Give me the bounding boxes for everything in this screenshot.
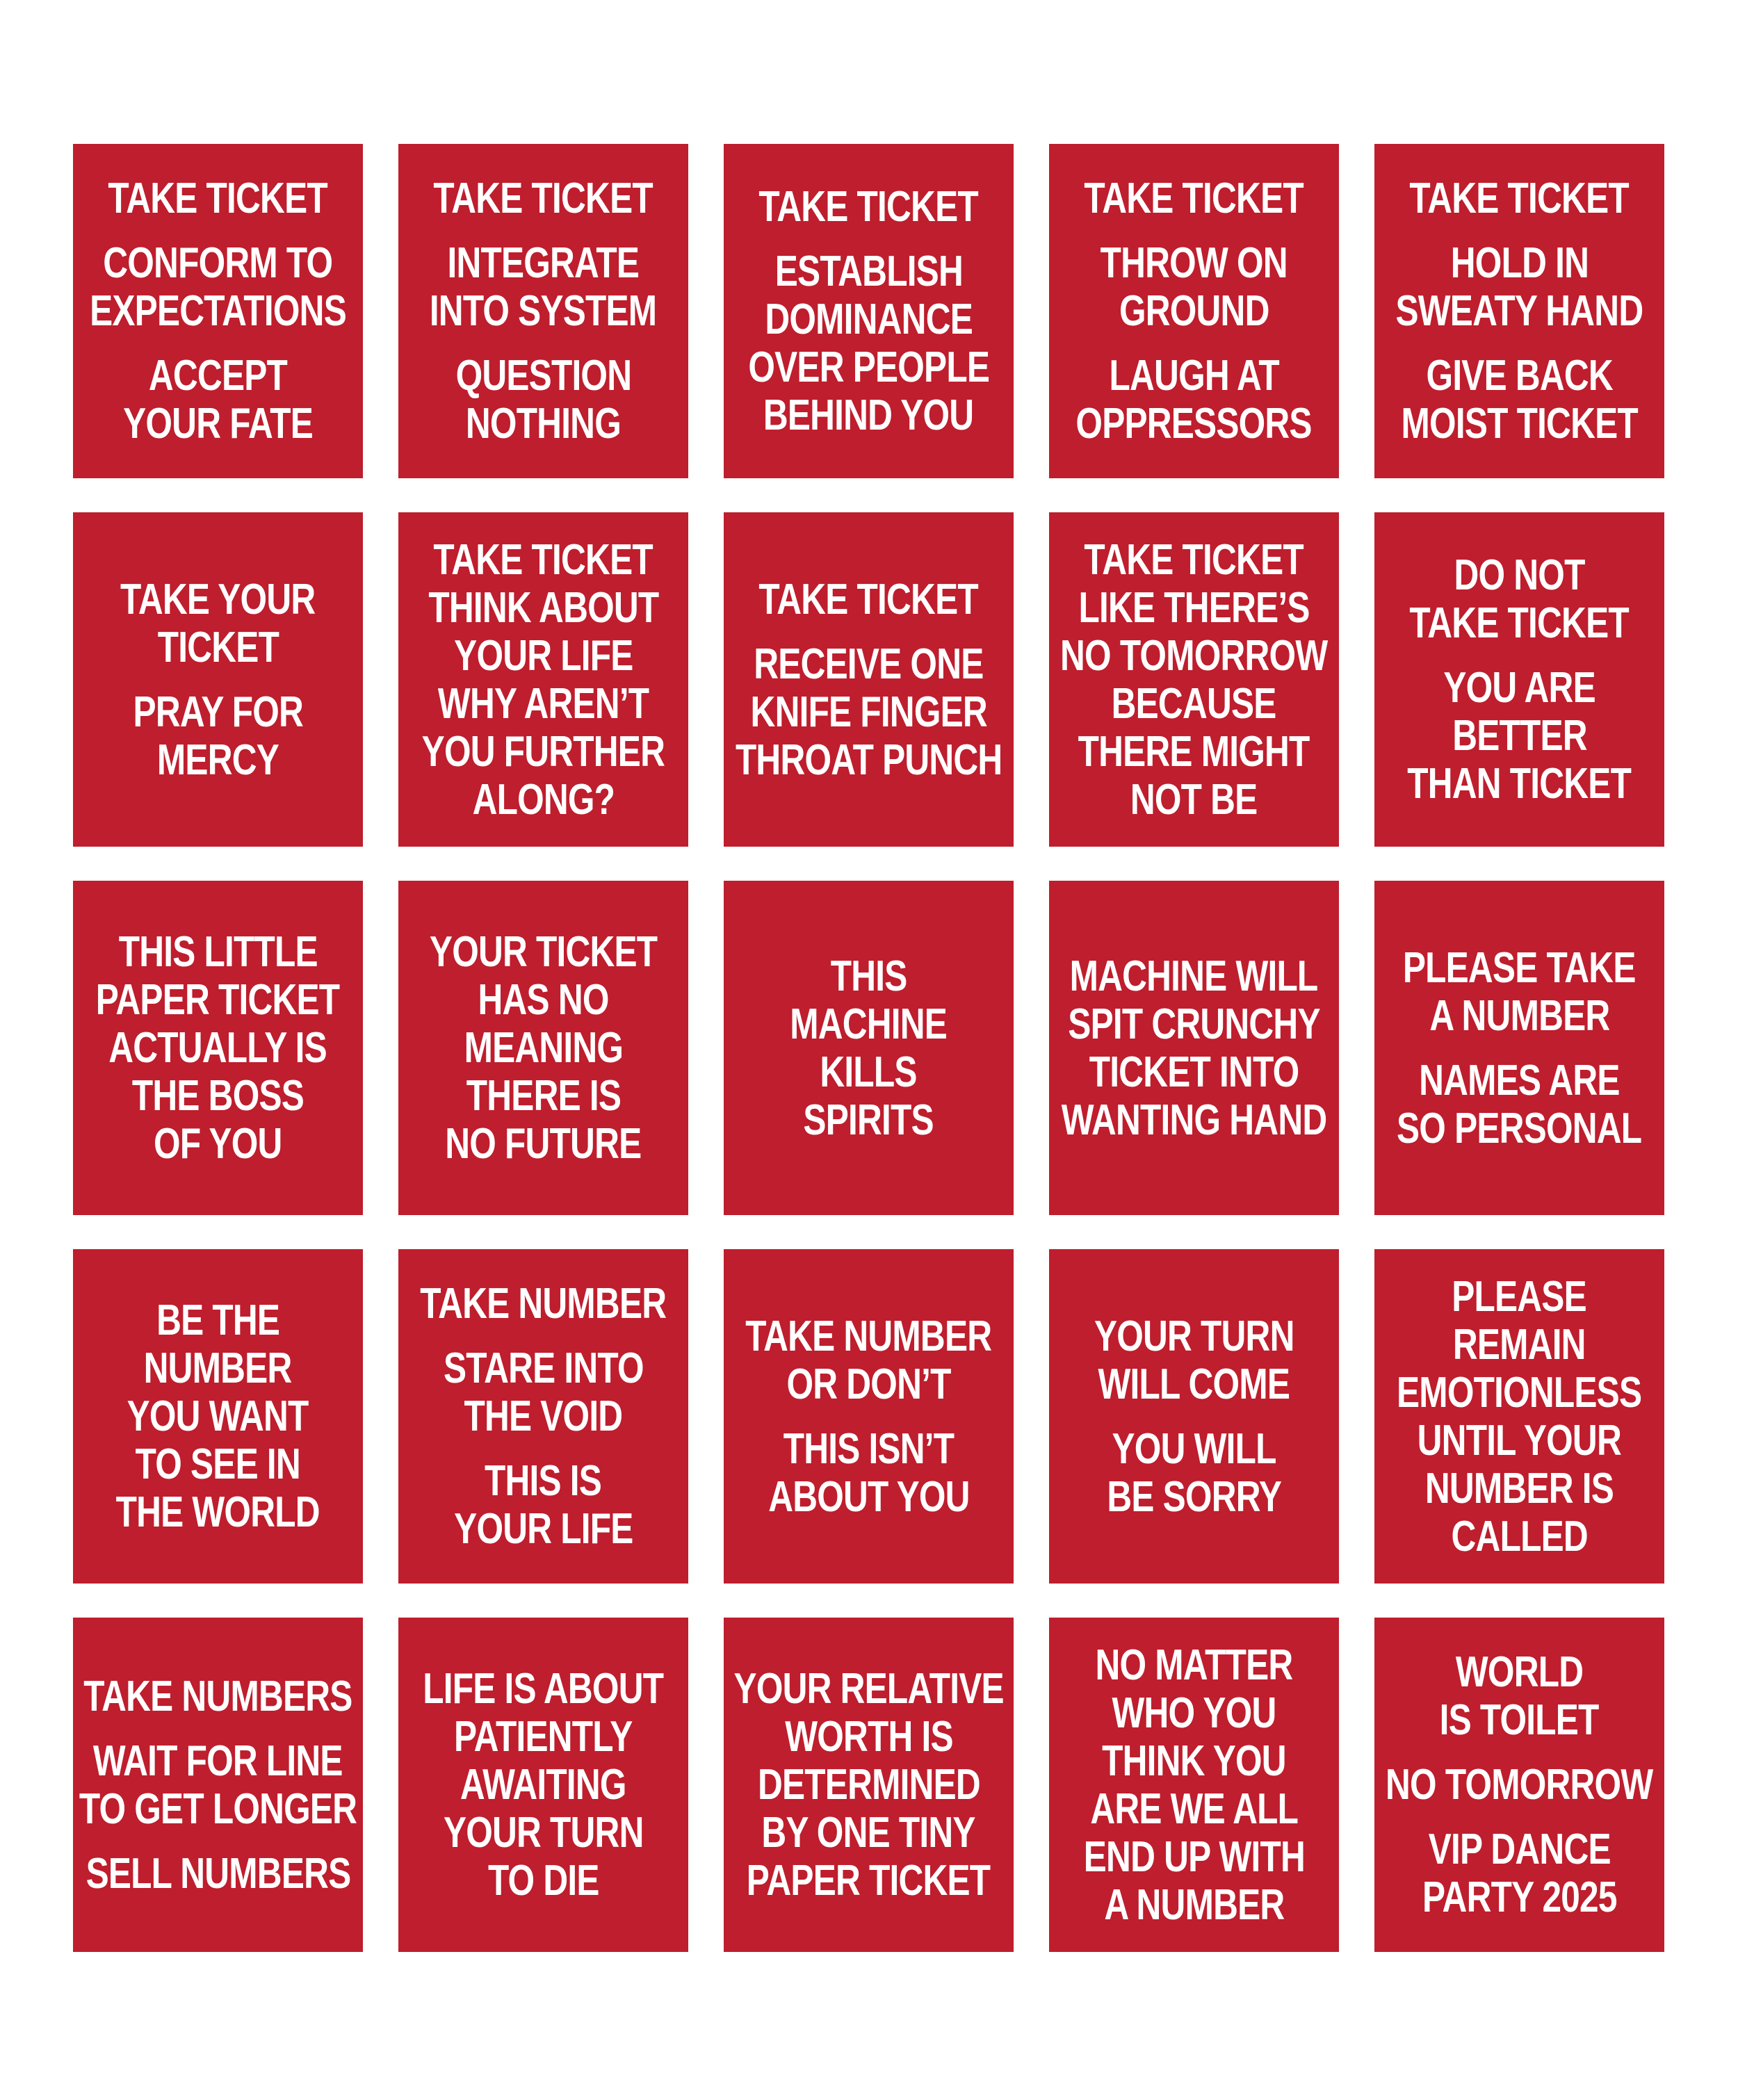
card-text-line: NOT BE [1130,775,1258,824]
card-text-block [724,640,1014,784]
card-text-line: END UP WITH [1083,1832,1305,1881]
card-text-block [743,1425,995,1521]
card-text-block [398,1280,688,1328]
card-text-block [398,1665,688,1905]
card-text-line: SPIT CRUNCHY [1068,1000,1320,1048]
ticket-card [1049,144,1339,478]
card-text-line: DETERMINED [757,1761,980,1809]
card-text-block [73,1672,363,1720]
card-text-line: YOUR LIFE [453,631,633,680]
card-text-block [1049,952,1339,1144]
card-text-line: THE WORLD [115,1488,320,1536]
card-text-line: INTO SYSTEM [430,287,657,335]
card-text-line: NUMBER IS [1424,1464,1614,1513]
ticket-card [1049,881,1339,1215]
card-text-line: MOIST TICKET [1401,400,1638,448]
card-text-line: WORTH IS [784,1713,953,1761]
card-text-line: THERE MIGHT [1078,727,1310,776]
card-text-line: TAKE TICKET [1409,599,1630,647]
card-text-line: THAN TICKET [1407,760,1632,808]
ticket-card [1049,1249,1339,1584]
card-text-line: QUESTION [455,352,631,400]
card-text-line: THINK ABOUT [428,583,659,632]
card-text-line: TAKE NUMBER [420,1280,667,1328]
ticket-card [1049,512,1339,847]
card-text-block [96,576,339,671]
card-text-block [1374,1273,1664,1561]
ticket-card [1374,1618,1664,1952]
card-text-line: LIKE THERE’S [1078,583,1310,632]
card-text-line: REMAIN [1453,1320,1586,1369]
card-text-line: YOUR TURN [1094,1312,1294,1360]
card-text-block [1374,352,1664,448]
card-text-line: MEANING [464,1024,623,1072]
card-text-line: TAKE TICKET [433,174,653,222]
card-text-line: MERCY [156,735,279,784]
card-text-block [1077,239,1310,335]
card-text-line: TO GET LONGER [79,1784,357,1833]
card-text-line: NO TOMORROW [1060,631,1328,680]
card-text-line: THIS IS [485,1457,602,1505]
card-text-line: YOUR LIFE [453,1505,633,1553]
card-text-block [724,247,1014,439]
card-text-line: WAIT FOR LINE [93,1736,343,1785]
card-text-line: PAPER TICKET [96,976,340,1024]
card-text-line: NO MATTER [1095,1641,1293,1689]
card-text-line: TAKE TICKET [1084,174,1304,222]
card-text-line: YOUR FATE [123,400,313,448]
card-text-line: PATIENTLY [454,1713,633,1761]
card-text-line: PARTY 2025 [1422,1873,1617,1921]
card-text-block [1398,1825,1641,1921]
card-text-block [99,352,336,448]
card-text-block [419,1344,669,1440]
card-text-block [432,1457,656,1553]
ticket-card [1374,512,1664,847]
card-text-block [1420,1648,1618,1744]
card-text-block [724,1312,1014,1408]
card-text-line: SWEATY HAND [1395,287,1643,335]
card-text-block [73,1737,363,1833]
card-text-line: GROUND [1119,287,1269,335]
card-text-block [401,928,685,1168]
ticket-card [724,144,1014,478]
card-text-line: TICKET [157,623,279,671]
card-text-block [406,174,680,222]
card-text-block [1382,174,1656,222]
card-text-block [770,952,966,1144]
card-text-line: TO SEE IN [135,1440,301,1488]
card-text-line: THERE IS [466,1072,621,1120]
card-text-line: UNTIL YOUR [1417,1416,1622,1465]
card-text-block [73,928,363,1168]
card-text-line: OF YOU [154,1120,282,1168]
ticket-card [1374,144,1664,478]
card-text-line: THROW ON [1100,239,1288,287]
card-text-line: KNIFE FINGER [750,687,987,736]
card-text-line: TICKET INTO [1089,1048,1299,1096]
card-text-line: EXPECTATIONS [90,287,346,335]
card-text-block [1057,174,1331,222]
card-text-line: PAPER TICKET [747,1857,991,1905]
card-text-line: BETTER [1452,712,1587,760]
card-text-line: YOUR TICKET [429,928,658,976]
card-text-line: LIFE IS ABOUT [423,1665,664,1713]
card-text-line: THIS [830,952,907,1000]
ticket-card-grid [73,144,1665,1952]
card-text-line: YOU WILL [1112,1424,1276,1473]
card-text-line: TAKE NUMBERS [83,1672,352,1720]
card-text-line: MACHINE [790,1000,948,1048]
card-text-line: MACHINE WILL [1070,952,1318,1000]
ticket-card [724,1249,1014,1584]
card-text-line: STARE INTO [443,1344,644,1392]
ticket-card [398,1618,688,1952]
card-text-line: BE SORRY [1107,1472,1281,1521]
card-text-block [724,1665,1014,1905]
card-text-line: RECEIVE ONE [754,640,984,688]
card-text-line: GIVE BACK [1426,352,1613,400]
card-text-block [81,174,355,222]
card-text-line: VIP DANCE [1428,1825,1611,1873]
card-text-line: TO DIE [487,1857,599,1905]
card-text-line: NOTHING [465,400,622,448]
card-text-line: SPIRITS [803,1096,934,1144]
card-text-block [90,1296,345,1536]
card-text-line: BEHIND YOU [763,391,974,439]
card-text-line: BE THE [156,1296,280,1344]
card-text-line: YOU FURTHER [421,727,665,776]
card-text-line: NO TOMORROW [1386,1761,1653,1809]
card-text-line: HAS NO [478,976,609,1024]
ticket-card [1374,1249,1664,1584]
card-text-block [1085,1425,1304,1521]
card-text-line: TAKE TICKET [1084,535,1304,584]
card-text-block [401,239,685,335]
ticket-card [724,1618,1014,1952]
card-text-line: YOU ARE [1443,664,1595,712]
ticket-card [398,881,688,1215]
card-text-line: WHO YOU [1112,1688,1276,1737]
ticket-card [724,512,1014,847]
card-text-line: HOLD IN [1450,239,1589,287]
card-text-line: THE VOID [464,1392,623,1440]
ticket-card [73,1249,363,1584]
ticket-card [73,881,363,1215]
card-text-line: ACTUALLY IS [108,1024,327,1072]
ticket-card [73,1618,363,1952]
card-text-block [112,688,325,784]
card-text-line: PLEASE TAKE [1403,943,1636,992]
card-text-line: THROAT PUNCH [735,735,1002,784]
card-text-line: THIS LITTLE [118,928,318,976]
card-text-line: A NUMBER [1103,1880,1285,1929]
card-text-block [1374,1057,1664,1153]
card-text-line: THINK YOU [1102,1736,1286,1785]
card-text-line: NUMBER [144,1344,292,1392]
card-text-block [1049,352,1339,448]
card-text-block [1374,1761,1664,1809]
card-text-line: ESTABLISH [774,247,963,295]
card-text-line: WHY AREN’T [437,679,649,728]
ticket-card [1049,1618,1339,1952]
card-text-line: THIS ISN’T [783,1424,955,1473]
card-text-line: YOUR RELATIVE [733,1665,1004,1713]
card-text-line: PRAY FOR [133,687,303,736]
card-text-line: TAKE TICKET [758,183,979,231]
card-text-line: NAMES ARE [1419,1056,1620,1105]
card-text-line: CALLED [1451,1512,1588,1561]
ticket-card [398,512,688,847]
card-text-line: EMOTIONLESS [1397,1368,1642,1417]
ticket-card [398,1249,688,1584]
card-text-line: NO FUTURE [445,1120,642,1168]
card-text-block [731,183,1005,231]
card-text-block [1374,944,1664,1040]
card-text-line: ABOUT YOU [768,1472,970,1521]
card-text-line: WORLD [1455,1648,1584,1696]
card-text-line: YOUR TURN [443,1809,644,1857]
card-text-block [434,352,653,448]
ticket-card [1374,881,1664,1215]
card-text-line: DOMINANCE [765,295,973,343]
card-text-line: AWAITING [460,1761,626,1809]
ticket-card [73,512,363,847]
card-text-line: PLEASE [1452,1272,1587,1321]
card-text-line: BY ONE TINY [761,1809,976,1857]
card-text-line: YOU WANT [127,1392,309,1440]
card-text-line: DO NOT [1454,551,1585,599]
card-text-block [73,239,363,335]
ticket-card [724,881,1014,1215]
card-text-line: TAKE YOUR [120,575,316,624]
card-text-block [1379,664,1659,808]
card-text-line: WILL COME [1098,1360,1290,1408]
card-text-line: SELL NUMBERS [86,1849,350,1898]
ticket-card [73,144,363,478]
card-text-block [1049,536,1339,824]
card-text-line: ALONG? [472,775,615,824]
card-text-line: ACCEPT [148,352,288,400]
card-text-line: TAKE NUMBER [745,1312,992,1360]
ticket-card [398,144,688,478]
card-text-line: LAUGH AT [1109,352,1279,400]
card-text-block [1056,1641,1333,1929]
card-text-line: TAKE TICKET [108,174,328,222]
card-text-block [1069,1312,1319,1408]
card-text-block [398,536,688,824]
card-text-line: TAKE TICKET [433,535,653,584]
card-text-block [1374,239,1664,335]
card-text-line: IS TOILET [1440,1696,1599,1744]
card-text-line: TAKE TICKET [1409,174,1630,222]
card-text-block [1382,551,1656,647]
card-text-line: WANTING HAND [1061,1096,1327,1144]
card-text-line: OPPRESSORS [1075,400,1313,448]
card-text-block [73,1850,363,1898]
card-text-line: TAKE TICKET [758,575,979,624]
card-text-line: OVER PEOPLE [748,343,989,391]
card-text-line: THE BOSS [131,1072,304,1120]
card-text-line: SO PERSONAL [1397,1104,1642,1153]
card-text-line: INTEGRATE [447,239,640,287]
card-text-line: BECAUSE [1112,679,1276,728]
card-text-line: KILLS [820,1048,918,1096]
card-text-line: OR DON’T [786,1360,951,1408]
card-text-line: A NUMBER [1429,991,1610,1040]
card-text-line: ARE WE ALL [1090,1784,1298,1833]
card-text-block [731,576,1005,624]
card-text-line: CONFORM TO [103,239,333,287]
